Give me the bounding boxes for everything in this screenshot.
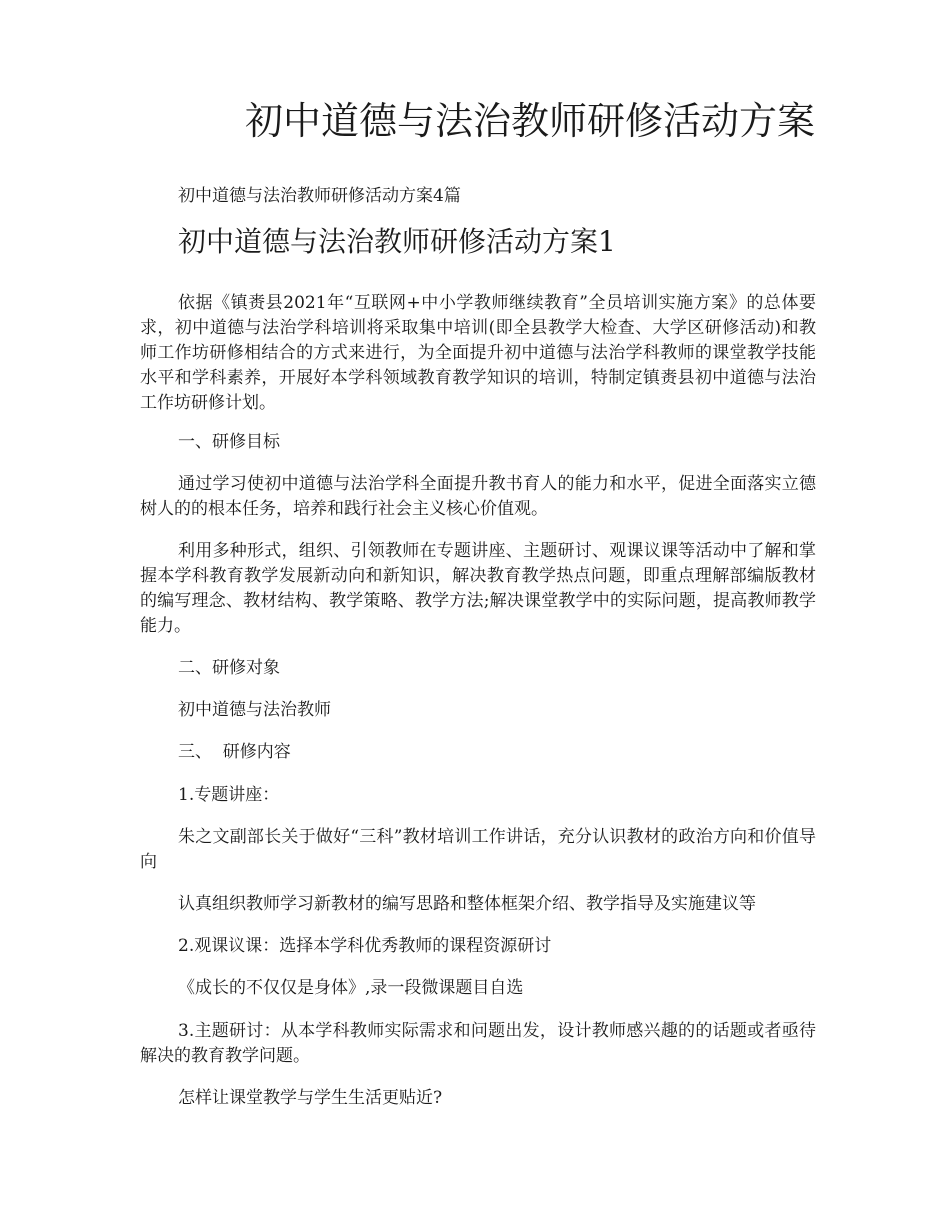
item-3-a: 怎样让课堂教学与学生生活更贴近? [178,1088,443,1108]
intro-line: 初中道德与法治教师研修活动方案4篇 [178,186,461,206]
item-2: 2.观课议课：选择本学科优秀教师的课程资源研讨 [178,936,552,956]
paragraph-goal-2: 利用多种形式，组织、引领教师在专题讲座、主题研讨、观课议课等活动中了解和掌握本学科教育教学发展新动向和新知识，解决教育教学热点问题，即重点理解部编版教材的编写理念、教材结构、教学策略、教学方法;解决课堂教学中的实际问题，提高教师教学能力。 [140,541,816,636]
paragraph-goal-1: 通过学习使初中道德与法治学科全面提升教书育人的能力和水平，促进全面落实立德树人的的根本任务，培养和践行社会主义核心价值观。 [140,474,816,519]
item-1-a: 朱之文副部长关于做好“三科”教材培训工作讲话，充分认识教材的政治方向和价值导向 [140,827,816,872]
item-1-b: 认真组织教师学习新教材的编写思路和整体框架介绍、教学指导及实施建议等 [178,894,756,914]
paragraph-target: 初中道德与法治教师 [178,700,331,720]
heading-content: 三、 研修内容 [178,742,291,762]
section-heading: 初中道德与法治教师研修活动方案1 [178,225,616,258]
heading-goal: 一、研修目标 [178,432,280,452]
paragraph-basis: 依据《镇赉县2021年“互联网+中小学教师继续教育”全员培训实施方案》的总体要求，初中道德与法治学科培训将采取集中培训(即全县教学大检查、大学区研修活动)和教师工作坊研修相结合的方式来进行，为全面提升初中道德与法治学科教师的课堂教学技能水平和学科素养，开展好本学科领域教育教学知识的培训，特制定镇赉县初中道德与法治工作坊研修计划。 [140,293,816,413]
item-2-a: 《成长的不仅仅是身体》,录一段微课题目自选 [178,978,524,998]
item-1: 1.专题讲座： [178,785,280,805]
document-title: 初中道德与法治教师研修活动方案 [244,99,815,143]
item-3: 3.主题研讨：从本学科教师实际需求和问题出发，设计教师感兴趣的的话题或者亟待解决的教育教学问题。 [140,1021,816,1066]
heading-target: 二、研修对象 [178,658,280,678]
